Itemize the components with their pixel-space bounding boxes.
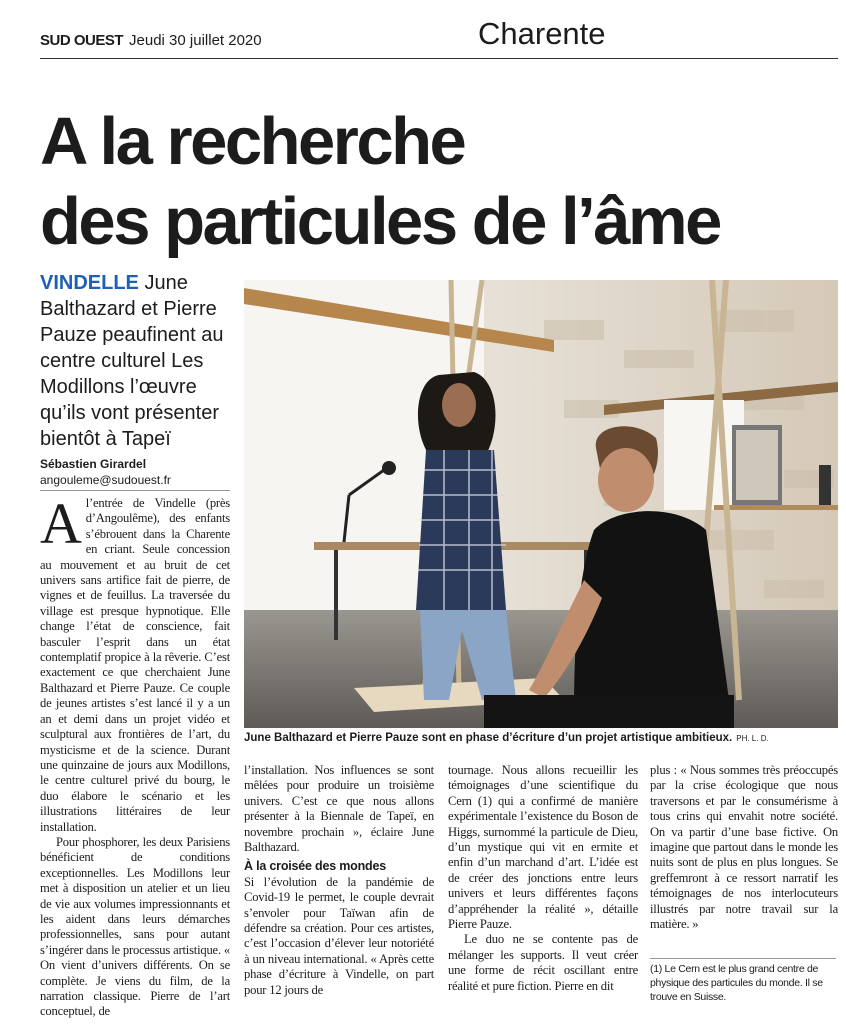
author-email: angouleme@sudouest.fr	[40, 473, 171, 487]
article-column-4	[650, 763, 838, 932]
headline-line-2: des particules de l’âme	[40, 184, 720, 259]
article-column-2	[244, 763, 434, 998]
footnote-rule	[650, 958, 836, 959]
lede-text: June Balthazard et Pierre Pauze peaufinent au centre culturel Les Modillons l’œuvre qu’ils vont présenter bientôt à Tapeï	[40, 272, 224, 450]
article-paragraph: Pour phosphorer, les deux Parisiens bénéficient de conditions exceptionnelles. Les Modillons leur met à disposition un atelier et un lieu de vie aux volumes impressionnants et les aident dans leurs démarches professionnelles, sans pour autant s’ingérer dans le processus artistique. « On vient d’univers différents. On se complète. Je viens du film, de la narration classique. Pierre de l’art conceptuel, de	[40, 834, 230, 1019]
article-column-3	[448, 763, 638, 994]
issue-date: Jeudi 30 juillet 2020	[129, 32, 262, 49]
header-rule	[40, 58, 838, 59]
article-column-1	[40, 491, 230, 1020]
article-paragraph: Si l’évolution de la pandémie de Covid-19 le permet, le couple devrait s’envoler pour Taïwan afin de défendre sa création. Pour ces artistes, c’est l’occasion d’élever leur notoriété à un niveau international. « Après cette phase d’écriture à Vindelle, on part pour 12 jours de	[244, 874, 434, 997]
lede	[40, 270, 235, 452]
article-paragraph: plus : « Nous sommes très préoccupés par la crise écologique que nous traversons et par le consumérisme à tous crins qui envahit notre société. On va partir d’une base fictive. On imagine que partout dans le monde les nuits sont de plus en plus longues. Se greffemront à ce ressort narratif les témoignages de nos interlocuteurs illustrés par notre travail sur la matière. »	[650, 763, 838, 932]
article-photo	[244, 280, 838, 728]
author-name: Sébastien Girardel	[40, 457, 147, 471]
location-kicker: VINDELLE	[40, 272, 139, 294]
photo-caption	[244, 732, 838, 744]
masthead	[40, 32, 262, 49]
caption-text: June Balthazard et Pierre Pauze sont en phase d’écriture d’un projet artistique ambitieux.	[244, 732, 733, 744]
byline	[40, 456, 230, 488]
article-paragraph: tournage. Nous allons recueillir les témoignages d’une scientifique du Cern (1) qui a confirmé de manière expérimentale l’existence du Boson de Higgs, surnommé la particule de Dieu, d’un mystique qui vit en ermite et enfin d’un marchand d’art. L’idée est de créer des jonctions entre leurs univers et leurs différentes façons d’appréhender la réalité », détaille Pierre Pauze.	[448, 763, 638, 932]
footnote: (1) Le Cern est le plus grand centre de physique des particules du monde. Il se trouve en Suisse.	[650, 963, 823, 1003]
newspaper-name: SUD OUEST	[40, 32, 124, 49]
section-title: Charente	[478, 16, 606, 51]
article-paragraph: Le duo ne se contente pas de mélanger les supports. Il veut créer une forme de récit oscillant entre réalité et pure fiction. Pierre en dit	[448, 932, 638, 993]
article-paragraph: Al’entrée de Vindelle (près d’Angoulême), des enfants s’ébrouent dans la Charente en criant. Seule concession au mouvement et au bruit de cet univers sans artifice fait de pierre, de vignes et de feuillus. La traversée du village est presque hypnotique. Elle change l’état de conscience, fait basculer l’esprit dans un état contemplatif propice à la rêverie. C’est exactement ce que cherchaient June Balthazard et Pierre Pauze. Ce couple de jeunes artistes s’est lancé il y a un an et demi dans un projet vidéo et sculptural aux frontières de l’art, du mysticisme et de la science. Durant une quinzaine de jours aux Modillons, le centre culturel privé du bourg, le duo élabore le scénario et les illustrations littéraires de leur installation.	[40, 491, 230, 834]
photo-illustration	[244, 280, 838, 728]
article-paragraph: l’installation. Nos influences se sont mêlées pour produire un troisième univers. C’est ce que nous allons présenter à la Biennale de Tapeï, en novembre prochain », éclaire June Balthazard.	[244, 763, 434, 855]
headline	[40, 102, 720, 262]
subheading: À la croisée des mondes	[244, 859, 386, 874]
headline-line-1: A la recherche	[40, 104, 465, 179]
photo-credit: PH. L. D.	[736, 734, 769, 743]
dropcap: A	[40, 491, 82, 556]
